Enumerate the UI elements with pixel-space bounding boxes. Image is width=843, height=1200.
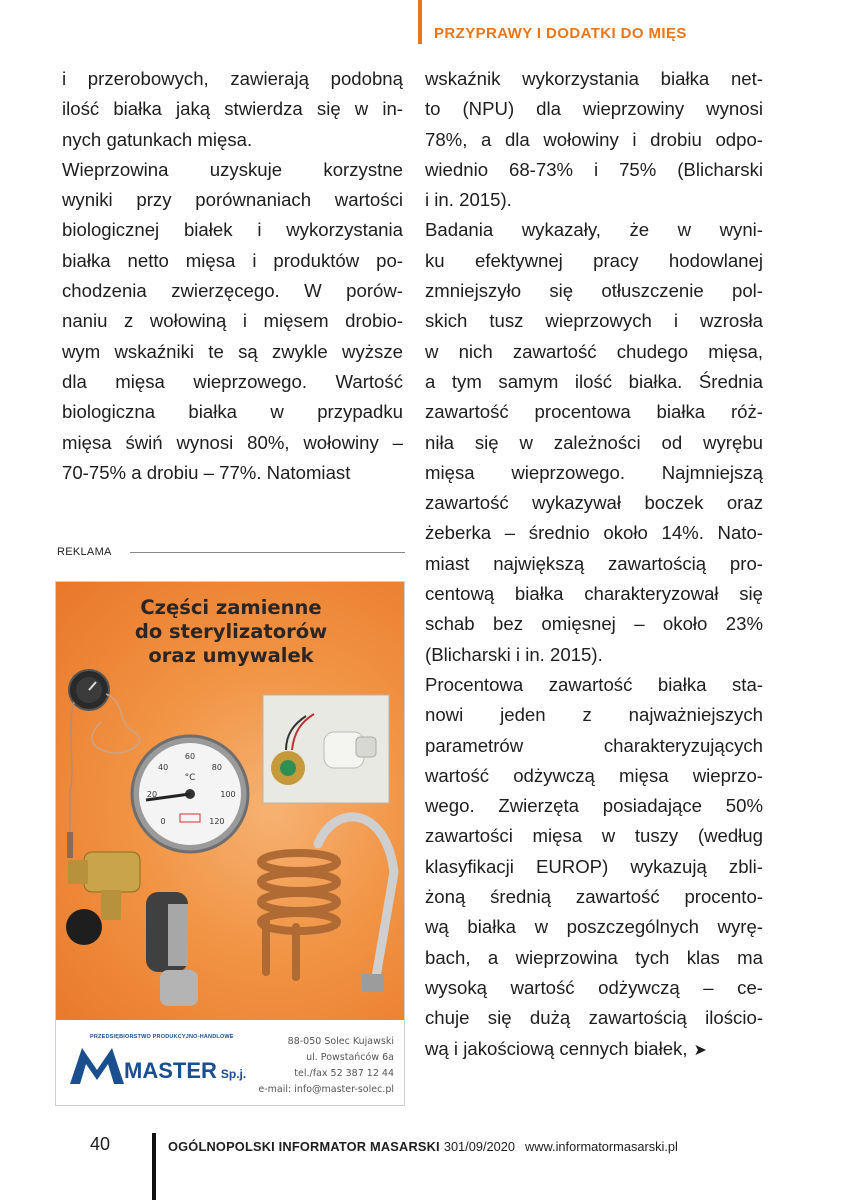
article-line: bach, a wieprzowina tych klas ma (425, 946, 763, 968)
sensor-photo (263, 695, 389, 803)
company-name: MASTER Sp.j. (124, 1058, 247, 1083)
gauge-tick-label: 120 (209, 816, 225, 826)
gauge-tick-label: 100 (220, 790, 236, 799)
article-column-left (62, 64, 403, 488)
article-line: mięsa wieprzowego. Najmniejszą (425, 461, 763, 483)
magazine-url[interactable]: www.informatormasarski.pl (525, 1139, 678, 1154)
advert-divider (130, 552, 405, 553)
section-title: PRZYPRAWY I DODATKI DO MIĘS (434, 25, 687, 42)
footer-divider (152, 1133, 156, 1200)
article-line: klasyfikacji EUROP) wykazują zbli- (425, 855, 763, 877)
article-line: parametrów charakteryzujących (425, 734, 763, 756)
article-line: Procentowa zawartość białka sta- (425, 673, 763, 695)
article-line: ku efektywnej pracy hodowlanej (425, 249, 763, 271)
article-line: w nich zawartość chudego mięsa, (425, 340, 763, 362)
article-line: nych gatunkach mięsa. (62, 128, 253, 150)
article-line: biologicznej białek i wykorzystania (62, 219, 403, 241)
article-line: ilość białka jaką stwierdza się w in- (62, 98, 403, 120)
company-tagline: PRZEDSIĘBIORSTWO PRODUKCYJNO-HANDLOWE (90, 1034, 234, 1040)
page-number: 40 (90, 1134, 111, 1154)
article-line: 78%, a dla wołowiny i drobiu odpo- (425, 128, 763, 150)
article-line: mięsa świń wynosi 80%, wołowiny – (62, 431, 403, 453)
address-line: 88-050 Solec Kujawski (287, 1036, 394, 1047)
company-suffix: Sp.j. (220, 1067, 247, 1081)
gauge-unit: °C (184, 773, 196, 783)
advert-footer (56, 1020, 405, 1106)
article-line: wego. Zwierzęta posiadające 50% (425, 795, 763, 817)
article-line: (Blicharski i in. 2015). (425, 643, 603, 665)
magazine-name: OGÓLNOPOLSKI INFORMATOR MASARSKI (168, 1139, 440, 1154)
article-line: biologiczna białka w przypadku (62, 401, 403, 423)
article-line: zawartość procentowa białka róż- (425, 401, 763, 423)
address-line: ul. Powstańców 6a (306, 1052, 394, 1063)
gauge-tick-label: 20 (146, 790, 158, 799)
article-line: schab bez omięsnej – około 23% (425, 613, 763, 635)
article-line: skich tusz wieprzowych i wzrosła (425, 310, 763, 332)
advert-headline-line: oraz umywalek (148, 644, 314, 667)
continue-arrow-icon: ➤ (693, 1041, 707, 1059)
advert-headline-line: Części zamienne (140, 596, 322, 619)
article-line: niła się w zależności od wyrębu (425, 431, 763, 453)
footer-publication (168, 1139, 678, 1154)
company-contact (258, 1034, 394, 1098)
capillary-thermostat-icon (67, 670, 140, 858)
article-line: wą białka w poszczególnych wyrę- (425, 916, 763, 938)
gauge-tick-label: 0 (160, 816, 166, 826)
gauge-tick-label: 80 (211, 763, 222, 773)
article-line: żeberka – średnio około 14%. Nato- (425, 522, 763, 544)
gauge-tick-label: 40 (158, 763, 169, 773)
article-line: zawartość wykazywał boczek oraz (425, 492, 763, 514)
brass-valve-icon (66, 852, 140, 945)
article-line: naniu z wołowiną i mięsem drobio- (62, 310, 403, 332)
article-column-right (425, 64, 763, 1066)
article-line: wą i jakościową cennych białek, (425, 1037, 688, 1059)
article-line: 70-75% a drobiu – 77%. Natomiast (62, 461, 351, 483)
dial-thermometer-icon (132, 736, 248, 852)
article-line: wartość odżywczą mięsa wieprzo- (425, 764, 763, 786)
article-line: Badania wykazały, że w wyni- (425, 219, 763, 241)
copper-heater-icon (261, 853, 337, 977)
phone: tel./fax 52 387 12 44 (294, 1068, 394, 1079)
article-line: i przerobowych, zawierają podobną (62, 68, 403, 89)
article-line: zmniejszyło się otłuszczenie pol- (425, 280, 763, 302)
article-line: dla mięsa wieprzowego. Wartość (62, 370, 403, 392)
advertisement[interactable] (55, 581, 405, 1106)
article-line: to (NPU) dla wieprzowiny wynosi (425, 98, 763, 120)
article-line: i in. 2015). (425, 189, 512, 211)
article-line: nowi jeden z najważniejszych (425, 704, 763, 726)
advert-products-illustration (56, 582, 405, 1020)
article-line: wyniki przy porównaniach wartości (62, 189, 403, 211)
issue-number: 301/09/2020 (443, 1139, 515, 1154)
article-line: a tym samym ilość białka. Średnia (425, 370, 763, 392)
article-line: chodzenia zwierzęcego. W porów- (62, 280, 403, 302)
article-line: wysoką wartość odżywczą – ce- (425, 976, 763, 998)
article-line: wym wskaźniki te są zwykle wyższe (62, 340, 403, 362)
advert-label: REKLAMA (57, 546, 112, 558)
email: e-mail: info@master-solec.pl (258, 1084, 394, 1095)
advert-headline-line: do sterylizatorów (134, 620, 328, 643)
master-logo-icon (68, 1040, 126, 1086)
article-line: wskaźnik wykorzystania białka net- (425, 68, 763, 89)
article-line: miast największą zawartością pro- (425, 552, 763, 574)
article-line: wiednio 68-73% i 75% (Blicharski (425, 158, 763, 180)
article-line: żoną średnią zawartość procento- (425, 886, 763, 908)
article-line: białka netto mięsa i produktów po- (62, 249, 403, 271)
article-line: zawartości mięsa w tuszy (według (425, 825, 763, 847)
article-line: chuje się dużą zawartością ilościo- (425, 1007, 763, 1029)
gauge-tick-label: 60 (184, 752, 196, 761)
chrome-valve-icon (146, 892, 198, 1006)
article-line: centową białka charakteryzował się (425, 583, 763, 605)
article-line: Wieprzowina uzyskuje korzystne (62, 158, 403, 180)
section-accent-bar (418, 0, 422, 44)
